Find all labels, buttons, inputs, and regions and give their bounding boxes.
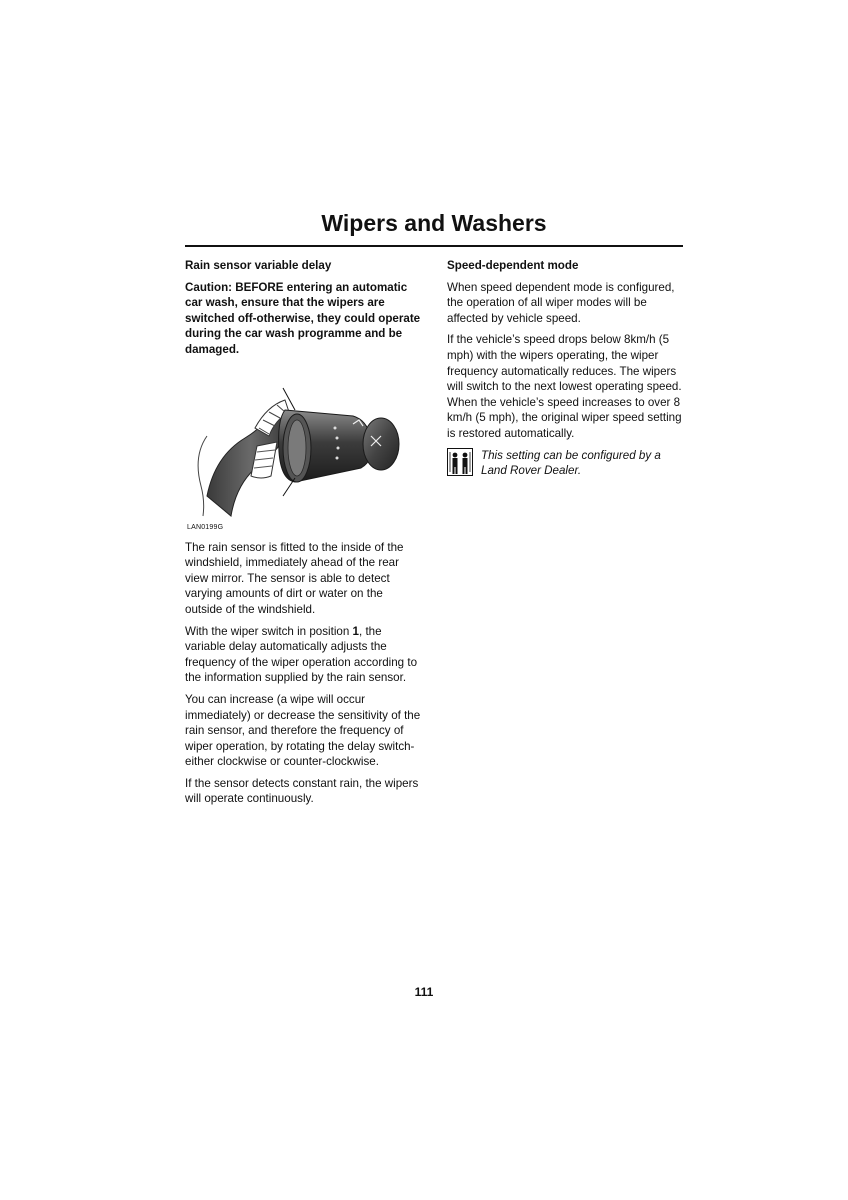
position-number: 1 xyxy=(352,624,359,638)
dealer-note-text: This setting can be configured by a Land Rover Dealer. xyxy=(481,448,661,478)
speed-mode-heading: Speed-dependent mode xyxy=(447,259,579,272)
para2-tail: , the variable delay automatically adjusts the frequency of the wiper operation according to the information supplied by the rain sensor. xyxy=(185,624,418,685)
dealer-note xyxy=(447,448,685,479)
page-number: 111 xyxy=(414,985,434,999)
wiper-stalk-figure xyxy=(185,376,423,534)
title-rule xyxy=(185,245,683,247)
rain-sensor-paragraph-3: You can increase (a wipe will occur immediately) or decrease the sensitivity of the rain sensor, and therefore the frequency of wiper operation, by rotating the delay switch-either clockwise or counter-clockwise. xyxy=(185,692,421,769)
rain-sensor-paragraph-1: The rain sensor is fitted to the inside of the windshield, immediately ahead of the rear view mirror. The sensor is able to detect varying amounts of dirt or water on the outside of the windshield. xyxy=(185,540,404,616)
speed-mode-paragraph-1: When speed dependent mode is configured, the operation of all wiper modes will be affected by vehicle speed. xyxy=(447,280,675,325)
rain-sensor-paragraph-2 xyxy=(185,624,423,686)
dealer-icon xyxy=(447,448,473,476)
speed-mode-paragraph-2: If the vehicle’s speed drops below 8km/h (5 mph) with the wipers operating, the wiper frequency automatically reduces. The wipers will switch to the next lowest operating speed. When the vehicle’s speed increases to over 8 km/h (5 mph), the original wiper speed setting is restored automatically. xyxy=(447,333,682,440)
rain-sensor-heading: Rain sensor variable delay xyxy=(185,259,332,272)
right-column xyxy=(447,258,685,479)
caution-text: Caution: BEFORE entering an automatic car wash, ensure that the wipers are switched off-otherwise, they could operate during the car wash programme and be damaged. xyxy=(185,280,421,356)
left-column xyxy=(185,258,423,813)
rain-sensor-paragraph-4: If the sensor detects constant rain, the wipers will operate continuously. xyxy=(185,776,419,806)
figure-code: LAN0199G xyxy=(187,523,224,531)
page-title: Wipers and Washers xyxy=(321,210,547,236)
wiper-stalk-illustration xyxy=(185,376,423,526)
para2-lead: With the wiper switch in position xyxy=(185,624,353,638)
